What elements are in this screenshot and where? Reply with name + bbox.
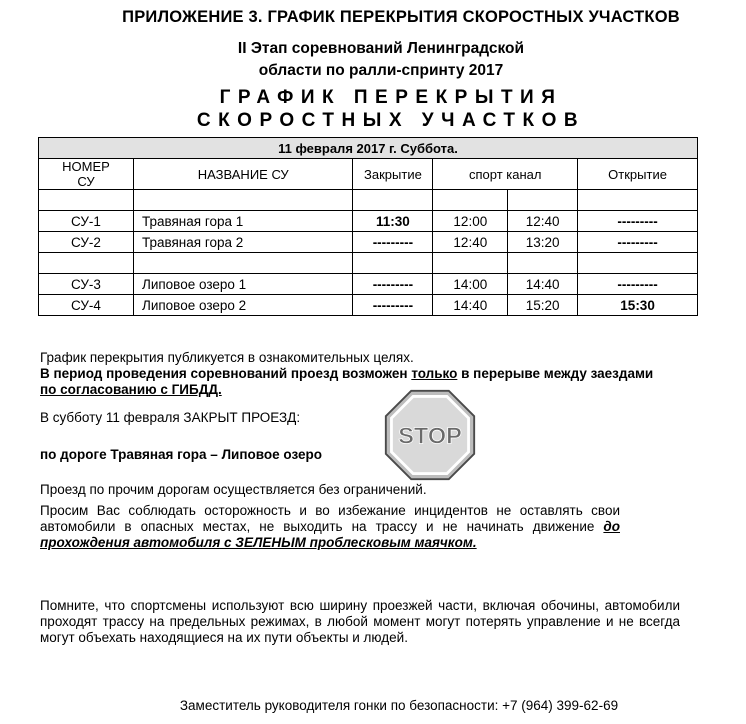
green-beacon-emphasis: до прохождения автомобиля с ЗЕЛЕНЫМ проблесковым маячком. (40, 519, 620, 550)
stage-number: СУ-2 (39, 232, 134, 253)
subtitle-line-1: II Этап соревнований Ленинградской (237, 40, 525, 57)
opening-time: 15:30 (578, 295, 698, 316)
subtitle-line-2: области по ралли-спринту 2017 (258, 62, 504, 79)
stage-name: Травяная гора 2 (133, 232, 353, 253)
stop-sign-text: STOP (398, 422, 462, 449)
traffic-police-agreement: по согласованию с ГИБДД. (40, 382, 222, 397)
stage-number: СУ-1 (39, 211, 134, 232)
col-closing-header: Закрытие (353, 159, 433, 190)
col-number-header: НОМЕР СУ (39, 159, 134, 190)
opening-time: --------- (578, 232, 698, 253)
date-label: 11 февраля 2017 г. Суббота. (39, 138, 698, 159)
col-name-header: НАЗВАНИЕ СУ (133, 159, 353, 190)
col-opening-header: Открытие (578, 159, 698, 190)
table-row (39, 295, 698, 316)
date-row (39, 138, 698, 159)
table-row (39, 274, 698, 295)
stage-name: Липовое озеро 1 (133, 274, 353, 295)
channel-end: 14:40 (508, 274, 578, 295)
big-title-line-1: ГРАФИК ПЕРЕКРЫТИЯ (219, 87, 563, 108)
stage-name: Травяная гора 1 (133, 211, 353, 232)
caution-paragraph: Просим Вас соблюдать осторожность и во избежание инцидентов не оставлять свои автомобили в опасных местах, не выходить на трассу и не начинать движение до прохождения автомобиля с ЗЕЛЕНЫМ проблесковым маячком. (40, 503, 620, 550)
channel-end: 15:20 (508, 295, 578, 316)
spacer-row (39, 253, 698, 274)
stage-number: СУ-3 (39, 274, 134, 295)
channel-start: 12:40 (433, 232, 508, 253)
passage-rule: В период проведения соревнований проезд возможен только в перерыве между заездами по согласованию с ГИБДД. (40, 366, 654, 397)
only-emphasis: только (411, 366, 458, 381)
opening-time: --------- (578, 274, 698, 295)
closing-time: --------- (353, 295, 433, 316)
table-row (39, 232, 698, 253)
stop-sign-icon (383, 388, 477, 482)
opening-time: --------- (578, 211, 698, 232)
closure-schedule-table (38, 137, 698, 316)
closed-road-note: В субботу 11 февраля ЗАКРЫТ ПРОЕЗД: (40, 410, 301, 425)
header-row (39, 159, 698, 190)
info-note: График перекрытия публикуется в ознакомительных целях. (40, 350, 414, 365)
channel-end: 13:20 (508, 232, 578, 253)
stage-name: Липовое озеро 2 (133, 295, 353, 316)
channel-start: 12:00 (433, 211, 508, 232)
closing-time: --------- (353, 274, 433, 295)
closed-road-name: по дороге Травяная гора – Липовое озеро (40, 447, 322, 462)
appendix-title: ПРИЛОЖЕНИЕ 3. ГРАФИК ПЕРЕКРЫТИЯ СКОРОСТНЫХ УЧАСТКОВ (122, 8, 680, 26)
other-roads-note: Проезд по прочим дорогам осуществляется без ограничений. (40, 482, 427, 497)
channel-start: 14:40 (433, 295, 508, 316)
table-row (39, 211, 698, 232)
closing-time: --------- (353, 232, 433, 253)
channel-start: 14:00 (433, 274, 508, 295)
closing-time: 11:30 (353, 211, 433, 232)
channel-end: 12:40 (508, 211, 578, 232)
spacer-row (39, 190, 698, 211)
reminder-paragraph: Помните, что спортсмены используют всю ширину проезжей части, включая обочины, автомобили проходят трассу на предельных режимах, в любой момент могут потерять управление и не всегда могут объехать находящиеся на их пути объекты и людей. (40, 598, 680, 645)
stage-number: СУ-4 (39, 295, 134, 316)
col-sport-channel-header: спорт канал (433, 159, 578, 190)
big-title-line-2: СКОРОСТНЫХ УЧАСТКОВ (196, 110, 586, 131)
safety-contact-footer: Заместитель руководителя гонки по безопасности: +7 (964) 399-62-69 (179, 698, 619, 713)
